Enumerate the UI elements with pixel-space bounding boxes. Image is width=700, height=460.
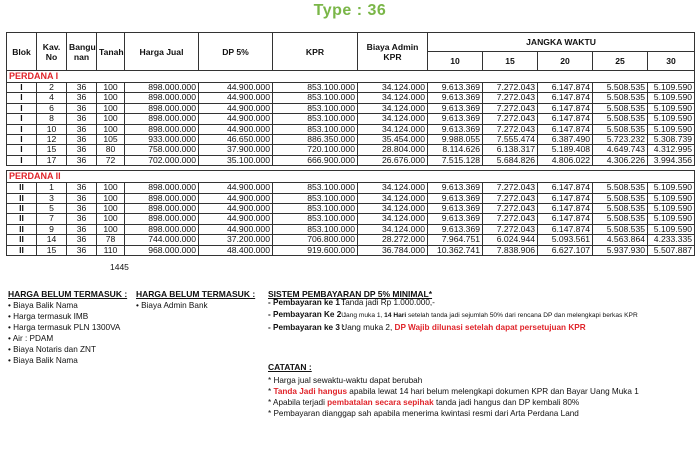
table-row bbox=[7, 114, 695, 124]
header-term-20: 20 bbox=[538, 52, 593, 71]
angsuran-20-cell: 5.189.408 bbox=[538, 145, 593, 155]
angsuran-15-cell: 7.272.043 bbox=[483, 214, 538, 224]
pembayaran-ke-1 bbox=[268, 297, 638, 309]
kpr-cell: 853.100.000 bbox=[273, 83, 358, 93]
angsuran-20-cell: 6.627.107 bbox=[538, 245, 593, 255]
table-row bbox=[7, 245, 695, 255]
table-row bbox=[7, 193, 695, 203]
catatan-item-2-c: apabila lewat 14 hari belum melengkapi dokumen KPR dan Bayar Uang Muka 1 bbox=[347, 387, 639, 396]
harga-belum-termasuk-list bbox=[8, 300, 120, 366]
tanah-cell: 100 bbox=[97, 204, 125, 214]
bangunan-cell: 36 bbox=[67, 103, 97, 113]
bangunan-cell: 36 bbox=[67, 235, 97, 245]
group-name: PERDANA I bbox=[7, 71, 695, 83]
angsuran-15-cell: 7.272.043 bbox=[483, 93, 538, 103]
dp-cell: 44.900.000 bbox=[199, 114, 273, 124]
harga-jual-cell: 898.000.000 bbox=[125, 183, 199, 193]
header-biaya-admin: Biaya Admin KPR bbox=[358, 33, 428, 71]
kav-cell: 4 bbox=[37, 93, 67, 103]
bangunan-cell: 36 bbox=[67, 93, 97, 103]
table-row bbox=[7, 235, 695, 245]
kav-cell: 17 bbox=[37, 155, 67, 165]
blok-cell: II bbox=[7, 183, 37, 193]
bangunan-cell: 36 bbox=[67, 214, 97, 224]
pembayaran-ke-3-text-b: DP Wajib dilunasi setelah dapat persetujuan KPR bbox=[394, 323, 586, 332]
angsuran-10-cell: 9.613.369 bbox=[428, 204, 483, 214]
kav-cell: 15 bbox=[37, 245, 67, 255]
angsuran-20-cell: 5.093.561 bbox=[538, 235, 593, 245]
harga-jual-cell: 898.000.000 bbox=[125, 193, 199, 203]
kpr-cell: 853.100.000 bbox=[273, 114, 358, 124]
harga-jual-cell: 744.000.000 bbox=[125, 235, 199, 245]
angsuran-10-cell: 7.964.751 bbox=[428, 235, 483, 245]
dp-cell: 44.900.000 bbox=[199, 93, 273, 103]
tanah-cell: 80 bbox=[97, 145, 125, 155]
kav-cell: 2 bbox=[37, 83, 67, 93]
tanah-cell: 100 bbox=[97, 193, 125, 203]
angsuran-15-cell: 7.272.043 bbox=[483, 124, 538, 134]
dp-cell: 44.900.000 bbox=[199, 214, 273, 224]
bangunan-cell: 36 bbox=[67, 183, 97, 193]
tanah-cell: 105 bbox=[97, 135, 125, 145]
angsuran-25-cell: 5.508.535 bbox=[593, 204, 648, 214]
angsuran-25-cell: 5.937.930 bbox=[593, 245, 648, 255]
bangunan-cell: 36 bbox=[67, 204, 97, 214]
dp-cell: 44.900.000 bbox=[199, 83, 273, 93]
angsuran-10-cell: 9.613.369 bbox=[428, 214, 483, 224]
kpr-cell: 853.100.000 bbox=[273, 214, 358, 224]
biaya-admin-cell: 28.804.000 bbox=[358, 145, 428, 155]
angsuran-10-cell: 9.613.369 bbox=[428, 224, 483, 234]
list-item: • Biaya Admin Bank bbox=[136, 301, 208, 310]
kpr-cell: 919.600.000 bbox=[273, 245, 358, 255]
biaya-admin-cell: 36.784.000 bbox=[358, 245, 428, 255]
header-harga-jual: Harga Jual bbox=[125, 33, 199, 71]
dp-cell: 44.900.000 bbox=[199, 183, 273, 193]
pembayaran-ke-2 bbox=[268, 309, 638, 322]
angsuran-10-cell: 10.362.741 bbox=[428, 245, 483, 255]
harga-jual-cell: 758.000.000 bbox=[125, 145, 199, 155]
angsuran-20-cell: 6.147.874 bbox=[538, 224, 593, 234]
angsuran-25-cell: 5.508.535 bbox=[593, 103, 648, 113]
kpr-cell: 886.350.000 bbox=[273, 135, 358, 145]
kav-cell: 1 bbox=[37, 183, 67, 193]
angsuran-30-cell: 5.109.590 bbox=[648, 183, 695, 193]
angsuran-10-cell: 9.613.369 bbox=[428, 183, 483, 193]
list-item: • Harga termasuk IMB bbox=[8, 312, 89, 321]
angsuran-30-cell: 5.109.590 bbox=[648, 214, 695, 224]
dp-cell: 35.100.000 bbox=[199, 155, 273, 165]
catatan bbox=[268, 362, 639, 419]
angsuran-20-cell: 6.147.874 bbox=[538, 83, 593, 93]
kpr-cell: 720.100.000 bbox=[273, 145, 358, 155]
angsuran-25-cell: 4.649.743 bbox=[593, 145, 648, 155]
dp-cell: 44.900.000 bbox=[199, 124, 273, 134]
table-row bbox=[7, 83, 695, 93]
catatan-heading: CATATAN : bbox=[268, 362, 312, 372]
table-row bbox=[7, 145, 695, 155]
harga-jual-cell: 898.000.000 bbox=[125, 224, 199, 234]
kpr-cell: 666.900.000 bbox=[273, 155, 358, 165]
table-row bbox=[7, 135, 695, 145]
pembayaran-ke-3 bbox=[268, 322, 638, 334]
angsuran-20-cell: 6.147.874 bbox=[538, 193, 593, 203]
angsuran-30-cell: 4.233.335 bbox=[648, 235, 695, 245]
biaya-admin-cell: 34.124.000 bbox=[358, 193, 428, 203]
biaya-admin-cell: 34.124.000 bbox=[358, 83, 428, 93]
tanah-cell: 100 bbox=[97, 214, 125, 224]
harga-jual-cell: 898.000.000 bbox=[125, 124, 199, 134]
dp-cell: 44.900.000 bbox=[199, 103, 273, 113]
total-tanah: 1445 bbox=[110, 262, 129, 272]
angsuran-20-cell: 6.147.874 bbox=[538, 114, 593, 124]
kav-cell: 7 bbox=[37, 214, 67, 224]
kav-cell: 3 bbox=[37, 193, 67, 203]
blok-cell: I bbox=[7, 155, 37, 165]
catatan-item-2-a: * bbox=[268, 387, 274, 396]
list-item: • Biaya Notaris dan ZNT bbox=[8, 345, 96, 354]
angsuran-15-cell: 7.272.043 bbox=[483, 183, 538, 193]
sistem-pembayaran-heading: SISTEM PEMBAYARAN DP 5% MINIMAL* bbox=[268, 289, 433, 299]
pembayaran-ke-2-text-b: 14 Hari bbox=[384, 312, 407, 319]
bangunan-cell: 36 bbox=[67, 135, 97, 145]
bangunan-cell: 36 bbox=[67, 83, 97, 93]
biaya-admin-cell: 28.272.000 bbox=[358, 235, 428, 245]
catatan-item-3-a: * Apabila terjadi bbox=[268, 398, 328, 407]
harga-jual-cell: 968.000.000 bbox=[125, 245, 199, 255]
dp-cell: 37.900.000 bbox=[199, 145, 273, 155]
angsuran-25-cell: 5.508.535 bbox=[593, 93, 648, 103]
angsuran-15-cell: 7.272.043 bbox=[483, 114, 538, 124]
table-row bbox=[7, 183, 695, 193]
angsuran-20-cell: 6.387.490 bbox=[538, 135, 593, 145]
harga-jual-cell: 898.000.000 bbox=[125, 204, 199, 214]
pembayaran-ke-2-text-a: Uang muka 1, bbox=[341, 312, 385, 319]
kpr-cell: 853.100.000 bbox=[273, 204, 358, 214]
catatan-item-2 bbox=[268, 386, 639, 397]
angsuran-10-cell: 9.613.369 bbox=[428, 114, 483, 124]
catatan-item-4: * Pembayaran dianggap sah apabila menerima kwintasi resmi dari Arta Perdana Land bbox=[268, 409, 579, 418]
kpr-cell: 853.100.000 bbox=[273, 103, 358, 113]
list-item: • Biaya Balik Nama bbox=[8, 356, 78, 365]
angsuran-10-cell: 9.613.369 bbox=[428, 103, 483, 113]
blok-cell: II bbox=[7, 245, 37, 255]
tanah-cell: 100 bbox=[97, 124, 125, 134]
angsuran-15-cell: 7.272.043 bbox=[483, 103, 538, 113]
kpr-cell: 706.800.000 bbox=[273, 235, 358, 245]
blok-cell: I bbox=[7, 135, 37, 145]
kpr-cell: 853.100.000 bbox=[273, 124, 358, 134]
kav-cell: 8 bbox=[37, 114, 67, 124]
biaya-admin-cell: 34.124.000 bbox=[358, 124, 428, 134]
header-dp: DP 5% bbox=[199, 33, 273, 71]
angsuran-20-cell: 6.147.874 bbox=[538, 93, 593, 103]
kav-cell: 14 bbox=[37, 235, 67, 245]
harga-jual-cell: 898.000.000 bbox=[125, 114, 199, 124]
price-table-body bbox=[7, 71, 695, 256]
blok-cell: II bbox=[7, 193, 37, 203]
kpr-cell: 853.100.000 bbox=[273, 93, 358, 103]
angsuran-10-cell: 9.613.369 bbox=[428, 124, 483, 134]
tanah-cell: 100 bbox=[97, 224, 125, 234]
pembayaran-ke-2-text-c: setelah tanda jadi sejumlah 50% dari rencana DP dan melengkapi berkas KPR bbox=[406, 312, 638, 319]
angsuran-30-cell: 5.109.590 bbox=[648, 204, 695, 214]
price-table bbox=[6, 32, 695, 256]
biaya-admin-cell: 35.454.000 bbox=[358, 135, 428, 145]
pembayaran-ke-2-label: - Pembayaran Ke 2 : bbox=[268, 310, 347, 319]
angsuran-30-cell: 5.109.590 bbox=[648, 93, 695, 103]
harga-jual-cell: 898.000.000 bbox=[125, 83, 199, 93]
harga-jual-cell: 898.000.000 bbox=[125, 93, 199, 103]
angsuran-15-cell: 7.555.474 bbox=[483, 135, 538, 145]
tanah-cell: 100 bbox=[97, 83, 125, 93]
angsuran-15-cell: 7.272.043 bbox=[483, 193, 538, 203]
table-row bbox=[7, 124, 695, 134]
angsuran-10-cell: 7.515.128 bbox=[428, 155, 483, 165]
tanah-cell: 100 bbox=[97, 183, 125, 193]
blok-cell: I bbox=[7, 114, 37, 124]
tanah-cell: 110 bbox=[97, 245, 125, 255]
angsuran-25-cell: 5.508.535 bbox=[593, 224, 648, 234]
angsuran-30-cell: 5.109.590 bbox=[648, 103, 695, 113]
angsuran-20-cell: 6.147.874 bbox=[538, 204, 593, 214]
angsuran-15-cell: 7.272.043 bbox=[483, 224, 538, 234]
page-title: Type : 36 bbox=[313, 2, 387, 19]
kav-cell: 15 bbox=[37, 145, 67, 155]
blok-cell: I bbox=[7, 103, 37, 113]
biaya-admin-cell: 34.124.000 bbox=[358, 103, 428, 113]
catatan-item-3-c: tanda jadi hangus dan DP kembali 80% bbox=[433, 398, 580, 407]
biaya-admin-cell: 34.124.000 bbox=[358, 93, 428, 103]
angsuran-25-cell: 4.306.226 bbox=[593, 155, 648, 165]
harga-jual-cell: 933.000.000 bbox=[125, 135, 199, 145]
biaya-admin-cell: 26.676.000 bbox=[358, 155, 428, 165]
angsuran-30-cell: 4.312.995 bbox=[648, 145, 695, 155]
list-item: • Air : PDAM bbox=[8, 334, 54, 343]
harga-jual-cell: 702.000.000 bbox=[125, 155, 199, 165]
blok-cell: I bbox=[7, 83, 37, 93]
pembayaran-ke-1-label: - Pembayaran ke 1 : bbox=[268, 298, 345, 307]
harga-belum-termasuk-heading: HARGA BELUM TERMASUK : bbox=[8, 289, 128, 299]
bangunan-cell: 36 bbox=[67, 145, 97, 155]
table-row bbox=[7, 93, 695, 103]
angsuran-20-cell: 6.147.874 bbox=[538, 214, 593, 224]
blok-cell: I bbox=[7, 124, 37, 134]
table-row bbox=[7, 103, 695, 113]
dp-cell: 44.900.000 bbox=[199, 204, 273, 214]
angsuran-30-cell: 5.109.590 bbox=[648, 193, 695, 203]
blok-cell: II bbox=[7, 235, 37, 245]
kpr-cell: 853.100.000 bbox=[273, 224, 358, 234]
blok-cell: I bbox=[7, 145, 37, 155]
angsuran-30-cell: 5.109.590 bbox=[648, 224, 695, 234]
angsuran-25-cell: 5.508.535 bbox=[593, 114, 648, 124]
angsuran-25-cell: 4.563.864 bbox=[593, 235, 648, 245]
harga-belum-termasuk-2-heading: HARGA BELUM TERMASUK : bbox=[136, 289, 256, 299]
dp-cell: 48.400.000 bbox=[199, 245, 273, 255]
angsuran-15-cell: 7.838.906 bbox=[483, 245, 538, 255]
kpr-cell: 853.100.000 bbox=[273, 183, 358, 193]
pembayaran-ke-3-label: - Pembayaran ke 3 : bbox=[268, 323, 345, 332]
angsuran-15-cell: 6.138.317 bbox=[483, 145, 538, 155]
header-bangunan: Bangu nan bbox=[67, 33, 97, 71]
pembayaran-ke-3-text-a: Uang muka 2, bbox=[341, 323, 395, 332]
table-row bbox=[7, 155, 695, 165]
kpr-cell: 853.100.000 bbox=[273, 193, 358, 203]
tanah-cell: 100 bbox=[97, 93, 125, 103]
blok-cell: II bbox=[7, 214, 37, 224]
header-term-15: 15 bbox=[483, 52, 538, 71]
list-item: • Harga termasuk PLN 1300VA bbox=[8, 323, 121, 332]
angsuran-25-cell: 5.723.232 bbox=[593, 135, 648, 145]
blok-cell: I bbox=[7, 93, 37, 103]
sistem-pembayaran bbox=[268, 297, 638, 334]
tanah-cell: 72 bbox=[97, 155, 125, 165]
header-kpr: KPR bbox=[273, 33, 358, 71]
group-name: PERDANA II bbox=[7, 171, 695, 183]
catatan-item-3 bbox=[268, 397, 639, 408]
angsuran-30-cell: 5.109.590 bbox=[648, 114, 695, 124]
angsuran-10-cell: 9.988.055 bbox=[428, 135, 483, 145]
dp-cell: 44.900.000 bbox=[199, 193, 273, 203]
dp-cell: 44.900.000 bbox=[199, 224, 273, 234]
angsuran-15-cell: 5.684.826 bbox=[483, 155, 538, 165]
header-jangka-waktu: JANGKA WAKTU bbox=[428, 33, 695, 52]
biaya-admin-cell: 34.124.000 bbox=[358, 204, 428, 214]
angsuran-15-cell: 6.024.944 bbox=[483, 235, 538, 245]
biaya-admin-cell: 34.124.000 bbox=[358, 183, 428, 193]
kav-cell: 5 bbox=[37, 204, 67, 214]
biaya-admin-cell: 34.124.000 bbox=[358, 214, 428, 224]
biaya-admin-cell: 34.124.000 bbox=[358, 114, 428, 124]
bangunan-cell: 36 bbox=[67, 224, 97, 234]
harga-jual-cell: 898.000.000 bbox=[125, 103, 199, 113]
blok-cell: II bbox=[7, 224, 37, 234]
angsuran-30-cell: 5.507.887 bbox=[648, 245, 695, 255]
header-term-25: 25 bbox=[593, 52, 648, 71]
kav-cell: 6 bbox=[37, 103, 67, 113]
header-term-30: 30 bbox=[648, 52, 695, 71]
angsuran-10-cell: 9.613.369 bbox=[428, 93, 483, 103]
angsuran-30-cell: 5.308.739 bbox=[648, 135, 695, 145]
dp-cell: 46.650.000 bbox=[199, 135, 273, 145]
kav-cell: 12 bbox=[37, 135, 67, 145]
angsuran-15-cell: 7.272.043 bbox=[483, 204, 538, 214]
list-item: • Biaya Balik Nama bbox=[8, 301, 78, 310]
bangunan-cell: 36 bbox=[67, 245, 97, 255]
angsuran-30-cell: 3.994.356 bbox=[648, 155, 695, 165]
angsuran-25-cell: 5.508.535 bbox=[593, 83, 648, 93]
angsuran-20-cell: 6.147.874 bbox=[538, 124, 593, 134]
harga-belum-termasuk-2-list bbox=[136, 300, 208, 311]
angsuran-20-cell: 6.147.874 bbox=[538, 103, 593, 113]
catatan-item-2-b: Tanda Jadi hangus bbox=[273, 387, 348, 396]
angsuran-25-cell: 5.508.535 bbox=[593, 183, 648, 193]
angsuran-15-cell: 7.272.043 bbox=[483, 83, 538, 93]
angsuran-10-cell: 9.613.369 bbox=[428, 193, 483, 203]
angsuran-20-cell: 4.806.022 bbox=[538, 155, 593, 165]
angsuran-25-cell: 5.508.535 bbox=[593, 193, 648, 203]
tanah-cell: 78 bbox=[97, 235, 125, 245]
table-row bbox=[7, 204, 695, 214]
header-kav: Kav. No bbox=[37, 33, 67, 71]
header-tanah: Tanah bbox=[97, 33, 125, 71]
bangunan-cell: 36 bbox=[67, 155, 97, 165]
angsuran-25-cell: 5.508.535 bbox=[593, 124, 648, 134]
pembayaran-ke-1-text: Tanda jadi Rp 1.000.000,- bbox=[341, 298, 435, 307]
bangunan-cell: 36 bbox=[67, 114, 97, 124]
angsuran-30-cell: 5.109.590 bbox=[648, 83, 695, 93]
group-header bbox=[7, 71, 695, 83]
harga-jual-cell: 898.000.000 bbox=[125, 214, 199, 224]
header-term-10: 10 bbox=[428, 52, 483, 71]
table-row bbox=[7, 214, 695, 224]
dp-cell: 37.200.000 bbox=[199, 235, 273, 245]
angsuran-10-cell: 8.114.626 bbox=[428, 145, 483, 155]
kav-cell: 9 bbox=[37, 224, 67, 234]
tanah-cell: 100 bbox=[97, 103, 125, 113]
catatan-item-3-b: pembatalan secara sepihak bbox=[327, 398, 434, 407]
tanah-cell: 100 bbox=[97, 114, 125, 124]
angsuran-30-cell: 5.109.590 bbox=[648, 124, 695, 134]
biaya-admin-cell: 34.124.000 bbox=[358, 224, 428, 234]
angsuran-20-cell: 6.147.874 bbox=[538, 183, 593, 193]
kav-cell: 10 bbox=[37, 124, 67, 134]
catatan-item-1: * Harga jual sewaktu-waktu dapat berubah bbox=[268, 376, 423, 385]
bangunan-cell: 36 bbox=[67, 193, 97, 203]
group-header bbox=[7, 171, 695, 183]
bangunan-cell: 36 bbox=[67, 124, 97, 134]
angsuran-25-cell: 5.508.535 bbox=[593, 214, 648, 224]
blok-cell: II bbox=[7, 204, 37, 214]
angsuran-10-cell: 9.613.369 bbox=[428, 83, 483, 93]
header-blok: Blok bbox=[7, 33, 37, 71]
table-row bbox=[7, 224, 695, 234]
